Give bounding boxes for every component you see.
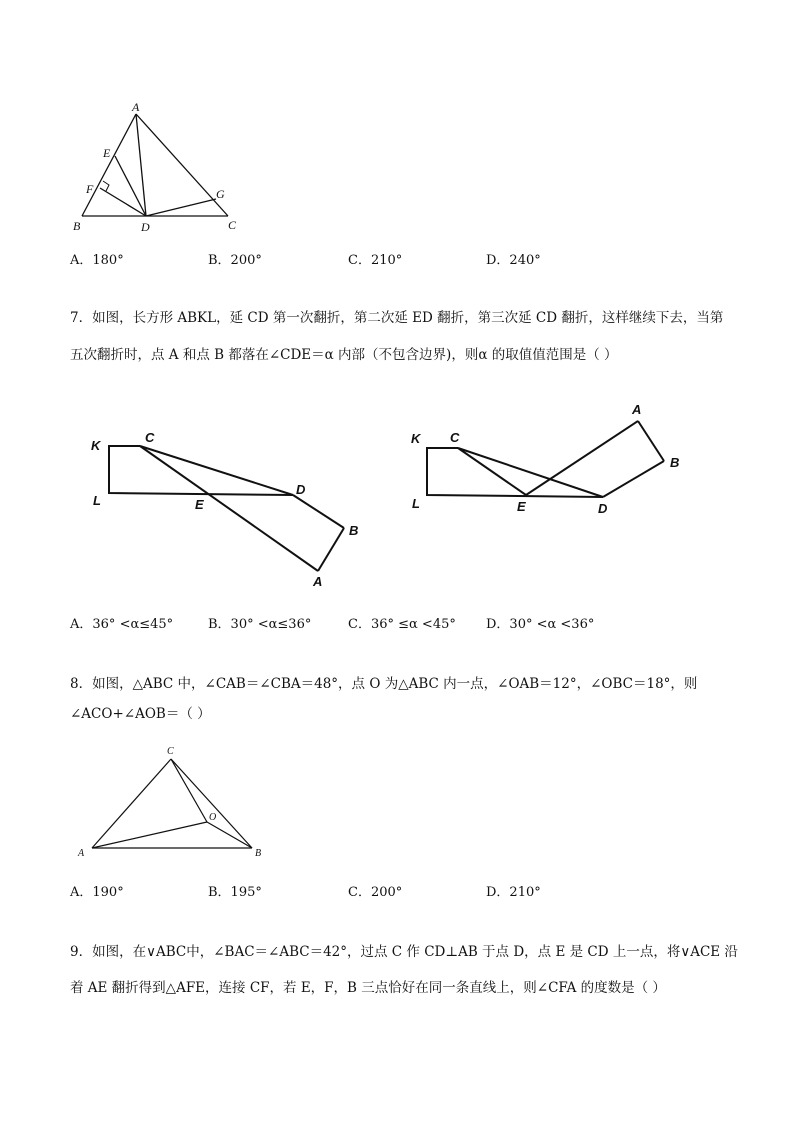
q8-option-a[interactable]: A．190° bbox=[70, 885, 124, 900]
q7-f1-label-l: L bbox=[93, 493, 101, 508]
q6-label-d: D bbox=[141, 220, 150, 234]
q6-right-angle-mark bbox=[103, 181, 109, 191]
q6-option-b[interactable]: B．200° bbox=[208, 253, 262, 268]
q6-label-b: B bbox=[73, 219, 81, 233]
q6-segment-gd bbox=[146, 199, 216, 216]
q7-option-b[interactable]: B．30° <α≤36° bbox=[208, 617, 312, 632]
q9-stem-line-2: 着 AE 翻折得到△AFE，连接 CF，若 E，F，B 三点恰好在同一条直线上，则∠CFA 的度数是（ ） bbox=[70, 980, 666, 996]
q6-label-g: G bbox=[216, 187, 225, 201]
q7-stem-line-2: 五次翻折时，点 A 和点 B 都落在∠CDE＝α 内部（不包含边界)，则α 的取值值范围是（ ） bbox=[70, 347, 618, 363]
q7-option-c[interactable]: C．36° ≤α <45° bbox=[348, 617, 456, 632]
q6-label-f: F bbox=[86, 182, 94, 196]
q8-label-a: A bbox=[78, 848, 85, 859]
q7-f1-label-b: B bbox=[349, 523, 359, 538]
q6-option-c[interactable]: C．210° bbox=[348, 253, 403, 268]
q7-f1-label-k: K bbox=[91, 438, 101, 453]
q7-f2-label-c: C bbox=[450, 430, 460, 445]
q6-label-c: C bbox=[228, 218, 237, 232]
q7-f2-label-d: D bbox=[598, 501, 608, 516]
q8-stem-line-1: 8．如图，△ABC 中，∠CAB＝∠CBA＝48°，点 O 为△ABC 内一点，∠OAB＝12°，∠OBC＝18°，则 bbox=[70, 676, 698, 692]
q7-stem-line-1: 7．如图，长方形 ABKL，延 CD 第一次翻折，第二次延 ED 翻折，第三次延 CD 翻折，这样继续下去，当第 bbox=[70, 310, 724, 326]
q7-f1-label-c: C bbox=[145, 430, 155, 445]
q8-option-c[interactable]: C．200° bbox=[348, 885, 403, 900]
q6-label-e: E bbox=[103, 146, 111, 160]
q7-fold-figure-1 bbox=[85, 425, 370, 595]
q9-stem-line-1: 9．如图，在∨ABC中，∠BAC＝∠ABC＝42°，过点 C 作 CD⊥AB 于点 D，点 E 是 CD 上一点，将∨ACE 沿 bbox=[70, 944, 738, 960]
q7-f2-label-a: A bbox=[632, 402, 642, 417]
q7-f2-label-e: E bbox=[517, 499, 526, 514]
q7-option-a[interactable]: A．36° <α≤45° bbox=[70, 617, 174, 632]
q7-option-d[interactable]: D．30° <α <36° bbox=[486, 617, 595, 632]
q6-label-a: A bbox=[132, 100, 140, 114]
q7-f1-label-e: E bbox=[195, 497, 204, 512]
q6-side-ac bbox=[136, 114, 228, 216]
q8-stem-line-2: ∠ACO+∠AOB＝（ ） bbox=[70, 706, 211, 722]
q7-f1-label-d: D bbox=[296, 482, 306, 497]
q8-label-b: B bbox=[255, 848, 262, 859]
q7-fold-figure-2 bbox=[405, 400, 695, 520]
q6-option-d[interactable]: D．240° bbox=[486, 253, 541, 268]
q6-side-ab bbox=[82, 114, 136, 216]
q8-label-c: C bbox=[167, 746, 174, 757]
q8-option-b[interactable]: B．195° bbox=[208, 885, 262, 900]
q8-option-d[interactable]: D．210° bbox=[486, 885, 541, 900]
q7-f1-label-a: A bbox=[313, 574, 323, 589]
q7-f2-label-k: K bbox=[411, 431, 421, 446]
q6-triangle-figure bbox=[70, 100, 250, 240]
q8-label-o: O bbox=[209, 812, 217, 823]
q8-triangle-figure bbox=[75, 742, 275, 862]
q6-option-a[interactable]: A．180° bbox=[70, 253, 124, 268]
q7-f2-label-l: L bbox=[412, 496, 420, 511]
q7-f2-label-b: B bbox=[670, 455, 680, 470]
